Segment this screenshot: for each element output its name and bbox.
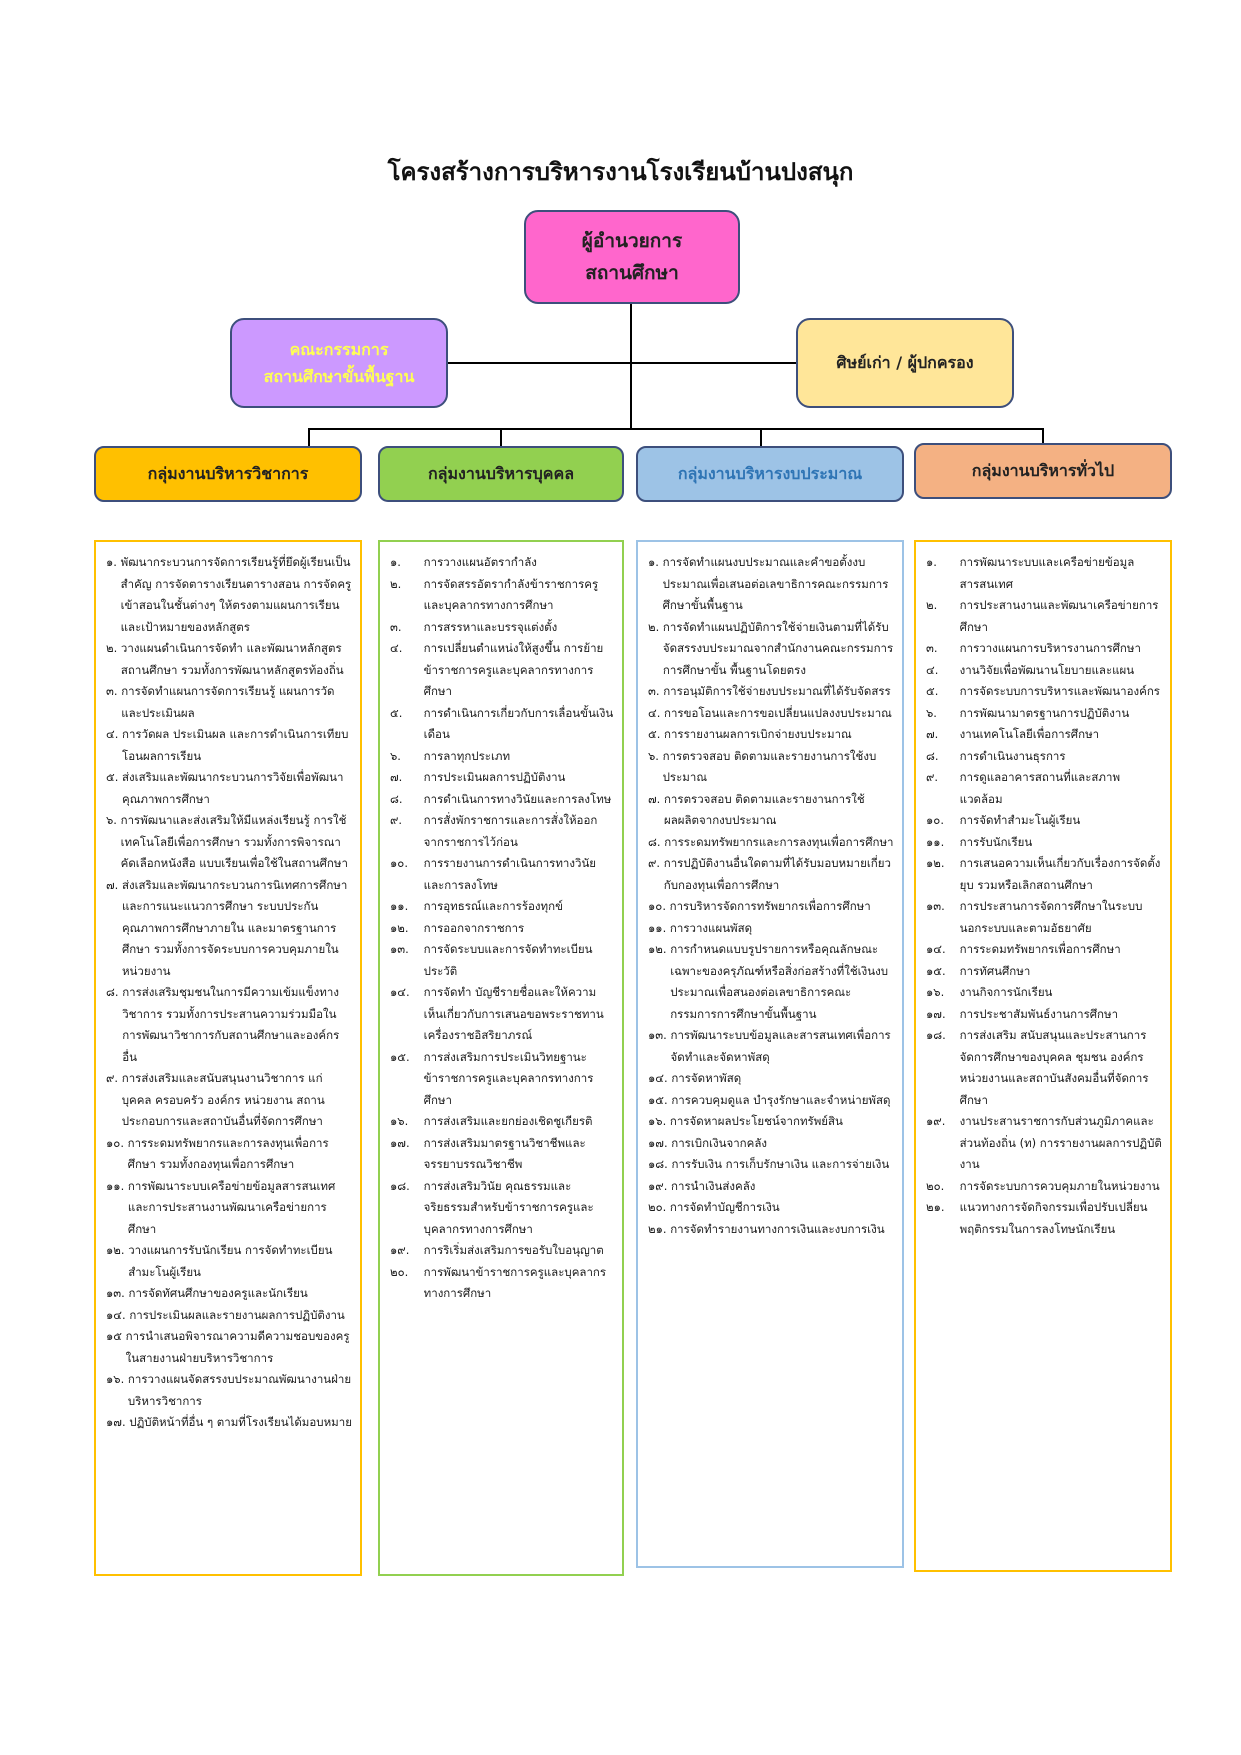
item-text: การพัฒนาข้าราชการครูและบุคลากรทางการศึกษา: [423, 1264, 607, 1300]
item-number: ๑๒.: [648, 942, 667, 956]
item-number: ๘.: [390, 791, 403, 806]
item-number: ๑๔.: [648, 1071, 668, 1085]
item-number: ๑๑.: [390, 899, 409, 913]
item-text: การพัฒนาระบบเครือข่ายข้อมูลสารสนเทศและการประสานงานพัฒนาเครือข่ายการศึกษา: [127, 1178, 336, 1236]
item-text: การระดมทรัพยากรและการลงทุนเพื่อการศึกษา: [664, 834, 894, 849]
item-text: การดำเนินงานธุรการ: [959, 748, 1066, 763]
director-line2: สถานศึกษา: [585, 262, 679, 284]
list-item: [926, 853, 1162, 896]
item-text: การรับนักเรียน: [959, 834, 1033, 849]
item-text: การประสานงานและพัฒนาเครือข่ายการศึกษา: [959, 598, 1159, 634]
item-text: การส่งเสริมและสนับสนุนงานวิชาการ แก่บุคคล ครอบครัว องค์กร หน่วยงาน สถานประกอบการและสถาบันอื่นที่จัดการศึกษา: [121, 1071, 325, 1128]
list-item: [106, 1412, 352, 1434]
item-number: ๑๓.: [926, 899, 945, 913]
item-text: การดูแลอาคารสถานที่และสภาพแวดล้อม: [959, 770, 1121, 806]
item-text: การจัดหาพัสดุ: [671, 1071, 742, 1085]
item-number: ๒.: [926, 598, 938, 612]
item-text: การดำเนินการทางวินัยและการลงโทษ: [423, 791, 612, 806]
connector-g1: [308, 428, 310, 446]
item-text: การลาทุกประเภท: [423, 748, 511, 763]
item-number: ๑๘.: [648, 1157, 668, 1171]
group-personnel-header: [378, 446, 624, 502]
item-text: วางแผนการรับนักเรียน การจัดทำทะเบียนสำมะโนผู้เรียน: [128, 1243, 333, 1279]
group-title: กลุ่มงานบริหารวิชาการ: [147, 464, 309, 484]
list-item: [648, 939, 894, 1025]
item-number: ๓.: [648, 684, 660, 698]
item-number: ๑๙.: [648, 1178, 668, 1193]
item-number: ๑๓.: [648, 1028, 667, 1042]
item-text: การเปลี่ยนตำแหน่งให้สูงขึ้น การย้ายข้าราชการครูและบุคลากรทางการศึกษา: [423, 641, 604, 698]
item-text: การอนุมัติการใช้จ่ายงบประมาณที่ได้รับจัดสรร: [663, 684, 891, 698]
list-item: [390, 552, 614, 574]
item-number: ๖.: [648, 748, 659, 763]
connector-board: [448, 362, 630, 364]
item-text: การจัดทำบัญชีการเงิน: [669, 1200, 780, 1214]
item-number: ๑๙.: [926, 1114, 946, 1128]
item-text: งานเทคโนโลยีเพื่อการศึกษา: [959, 727, 1100, 741]
list-item: [390, 746, 614, 768]
item-text: การสั่งพักราชการและการสั่งให้ออกจากราชการไว้ก่อน: [423, 813, 598, 849]
list-item: [926, 810, 1162, 832]
item-number: ๑๐.: [106, 1135, 124, 1150]
item-text: การรายงานผลการเบิกจ่ายงบประมาณ: [664, 727, 852, 741]
item-number: ๑๘.: [390, 1178, 410, 1193]
list-item: [390, 939, 614, 982]
item-number: ๘.: [106, 985, 119, 999]
item-text: การระดมทรัพยากรเพื่อการศึกษา: [959, 942, 1121, 956]
item-text: การนำเงินส่งคลัง: [671, 1178, 756, 1193]
item-text: การนำเสนอพิจารณาความดีความชอบของครูในสายงานฝ่ายบริหารวิชาการ: [125, 1329, 350, 1365]
list-item: [648, 681, 894, 703]
item-number: ๒๐.: [648, 1200, 667, 1214]
list-item: [648, 703, 894, 725]
connector-horizontal-bar: [308, 428, 1044, 430]
list-item: [106, 681, 352, 724]
item-text: พัฒนากระบวนการจัดการเรียนรู้ที่ยึดผู้เรียนเป็นสำคัญ การจัดตารางเรียนตารางสอน การจัดครูเข้าสอนในชั้นต่างๆ ให้ตรงตามแผนการเรียน และเป้าหมายของหลักสูตร: [120, 555, 352, 634]
item-text: ส่งเสริมและพัฒนากระบวนการวิจัยเพื่อพัฒนาคุณภาพการศึกษา: [122, 770, 344, 806]
list-item: [648, 1025, 894, 1068]
item-text: การส่งเสริมวินัย คุณธรรมและจริยธรรมสำหรับข้าราชการครูและบุคลากรทางการศึกษา: [423, 1178, 594, 1236]
item-number: ๑๗.: [926, 1006, 946, 1021]
item-number: ๑๖.: [926, 985, 945, 999]
item-number: ๑๕.: [926, 963, 946, 978]
item-text: การวางแผนการบริหารงานการศึกษา: [959, 641, 1141, 655]
item-text: การส่งเสริม สนับสนุนและประสานการจัดการศึกษาของบุคคล ชุมชน องค์กรหน่วยงานและสถาบันสังคมอื่นที่จัดการศึกษา: [959, 1028, 1149, 1107]
item-text: การพัฒนามาตรฐานการปฏิบัติงาน: [959, 705, 1130, 720]
group-academic-header: [94, 446, 362, 502]
list-item: [390, 1133, 614, 1176]
item-text: การรับเงิน การเก็บรักษาเงิน และการจ่ายเงิน: [671, 1157, 890, 1171]
board-node: [230, 318, 448, 408]
list-item: [106, 1133, 352, 1176]
item-number: ๕.: [926, 684, 939, 698]
list-item: [926, 746, 1162, 768]
list-item: [106, 1283, 352, 1305]
item-text: งานประสานราชการกับส่วนภูมิภาคและส่วนท้องถิ่น (ท) การรายงานผลการปฏิบัติงาน: [959, 1114, 1162, 1171]
item-text: การจัดทำแผนงบประมาณและคำขอตั้งงบประมาณเพื่อเสนอต่อเลขาธิการคณะกรรมการศึกษาขั้นพื้นฐาน: [662, 555, 889, 612]
item-number: ๙.: [390, 813, 403, 827]
list-item: [106, 1068, 352, 1133]
item-text: การกำหนดแบบรูปรายการหรือคุณลักษณะเฉพาะของครุภัณฑ์หรือสิ่งก่อสร้างที่ใช้เงินงบประมาณเพื่อสนองต่อเลขาธิการคณะกรรมการการศึกษาขั้นพื้นฐาน: [670, 942, 888, 1021]
list-item: [648, 1068, 894, 1090]
item-number: ๔.: [390, 641, 403, 655]
item-number: ๒.: [390, 576, 402, 591]
item-number: ๑๕: [106, 1329, 123, 1343]
item-text: การจัดทำแผนการจัดการเรียนรู้ แผนการวัดและประเมินผล: [121, 684, 335, 720]
item-text: การตรวจสอบ ติดตามและรายงานการใช้ผลผลิตจากงบประมาณ: [663, 791, 865, 827]
item-number: ๔.: [106, 727, 119, 741]
item-number: ๑๖.: [106, 1372, 125, 1386]
list-item: [390, 1262, 614, 1305]
item-text: การจัดทำรายงานทางการเงินและงบการเงิน: [670, 1221, 885, 1236]
item-text: การเสนอความเห็นเกี่ยวกับเรื่องการจัดตั้ง ยุบ รวมหรือเลิกสถานศึกษา: [959, 856, 1161, 892]
list-item: [648, 1090, 894, 1112]
board-line1: คณะกรรมการ: [289, 339, 389, 359]
list-item: [390, 789, 614, 811]
director-line1: ผู้อำนวยการ: [581, 229, 683, 252]
item-text: การจัดระบบการบริหารและพัฒนาองค์กร: [959, 684, 1160, 698]
item-text: การระดมทรัพยากรและการลงทุนเพื่อการศึกษา รวมทั้งกองทุนเพื่อการศึกษา: [127, 1135, 329, 1171]
item-number: ๖.: [926, 705, 937, 720]
item-number: ๑๐.: [648, 899, 666, 913]
item-text: การประสานการจัดการศึกษาในระบบ นอกระบบและตามอัธยาศัย: [959, 899, 1143, 935]
item-number: ๑.: [926, 555, 937, 569]
list-item: [926, 1176, 1162, 1198]
item-number: ๙.: [648, 856, 661, 870]
item-number: ๑๒.: [926, 856, 945, 870]
item-text: การวางแผนพัสดุ: [669, 920, 753, 935]
item-number: ๑.: [648, 555, 659, 569]
item-number: ๒๑.: [648, 1221, 667, 1236]
list-item: [648, 918, 894, 940]
list-item: [106, 767, 352, 810]
list-item: [390, 853, 614, 896]
item-number: ๑๑.: [926, 834, 945, 849]
list-item: [390, 574, 614, 617]
item-number: ๗.: [648, 791, 661, 806]
item-text: การวางแผนจัดสรรงบประมาณพัฒนางานฝ่ายบริหารวิชาการ: [127, 1372, 352, 1408]
list-item: [106, 638, 352, 681]
list-item: [926, 681, 1162, 703]
list-item: [926, 982, 1162, 1004]
item-text: การวัดผล ประเมินผล และการดำเนินการเทียบโอนผลการเรียน: [122, 727, 349, 763]
item-text: การสรรหาและบรรจุแต่งตั้ง: [423, 619, 558, 634]
item-text: งานกิจการนักเรียน: [959, 985, 1053, 999]
list-item: [648, 1219, 894, 1241]
director-node: [524, 210, 740, 304]
list-item: [926, 1197, 1162, 1240]
list-item: [648, 1154, 894, 1176]
list-item: [926, 638, 1162, 660]
alumni-parents-node: [796, 318, 1014, 408]
list-item: [648, 1111, 894, 1133]
list-item: [926, 961, 1162, 983]
item-number: ๑๒.: [390, 920, 409, 935]
item-text: การส่งเสริมชุมชนในการมีความเข้มแข็งทางวิชาการ รวมทั้งการประสานความร่วมมือในการพัฒนาวิชาการกับสถานศึกษาและองค์กรอื่น: [122, 985, 340, 1064]
item-text: การควบคุมดูแล บำรุงรักษาและจำหน่ายพัสดุ: [671, 1092, 891, 1107]
item-text: การส่งเสริมมาตรฐานวิชาชีพและจรรยาบรรณวิชาชีพ: [423, 1135, 586, 1171]
item-number: ๑๗.: [106, 1415, 126, 1429]
list-item: [648, 724, 894, 746]
item-text: การออกจากราชการ: [423, 920, 525, 935]
page-title: โครงสร้างการบริหารงานโรงเรียนบ้านปงสนุก: [387, 158, 854, 186]
list-item: [648, 896, 894, 918]
item-number: ๑๑.: [106, 1178, 125, 1193]
list-item: [648, 1133, 894, 1155]
item-text: การจัดระบบการควบคุมภายในหน่วยงาน: [959, 1178, 1160, 1193]
list-item: [390, 918, 614, 940]
list-item: [390, 1176, 614, 1241]
list-item: [390, 896, 614, 918]
item-number: ๒๐.: [926, 1178, 945, 1193]
item-text: การพัฒนาและส่งเสริมให้มีแหล่งเรียนรู้ การใช้เทคโนโลยีเพื่อการศึกษา รวมทั้งการพิจารณาคัดเลือกหนังสือ แบบเรียนเพื่อใช้ในสถานศึกษา: [120, 813, 348, 870]
list-item: [926, 724, 1162, 746]
list-item: [648, 1176, 894, 1198]
item-text: การบริหารจัดการทรัพยากรเพื่อการศึกษา: [669, 899, 871, 913]
general-duties-list: [914, 540, 1172, 1572]
board-line2: สถานศึกษาขั้นพื้นฐาน: [263, 367, 415, 386]
item-number: ๖.: [390, 748, 401, 763]
item-number: ๑๒.: [106, 1243, 125, 1257]
item-text: การรายงานการดำเนินการทางวินัยและการลงโทษ: [423, 856, 597, 892]
item-number: ๕.: [390, 705, 403, 720]
item-number: ๑๕.: [648, 1092, 668, 1107]
item-number: ๔.: [648, 705, 661, 720]
connector-g4: [1042, 428, 1044, 443]
connector-main-vertical: [630, 304, 632, 428]
list-item: [926, 939, 1162, 961]
list-item: [106, 1240, 352, 1283]
list-item: [106, 1326, 352, 1369]
item-text: การพัฒนาระบบและเครือข่ายข้อมูลสารสนเทศ: [959, 555, 1135, 591]
item-text: การจัดสรรอัตรากำลังข้าราชการครูและบุคลากรทางการศึกษา: [423, 576, 599, 612]
item-text: แนวทางการจัดกิจกรรมเพื่อปรับเปลี่ยนพฤติกรรมในการลงโทษนักเรียน: [959, 1200, 1148, 1236]
item-text: การอุทธรณ์และการร้องทุกข์: [423, 899, 563, 913]
item-text: การทัศนศึกษา: [959, 963, 1031, 978]
item-number: ๑๘.: [926, 1028, 946, 1042]
budget-duties-list: [636, 540, 904, 1568]
item-text: การพัฒนาระบบข้อมูลและสารสนเทศเพื่อการจัดทำและจัดหาพัสดุ: [670, 1028, 891, 1064]
item-text: การส่งเสริมและยกย่องเชิดชูเกียรติ: [423, 1114, 593, 1128]
item-text: ปฏิบัติหน้าที่อื่น ๆ ตามที่โรงเรียนได้มอบหมาย: [129, 1415, 352, 1429]
list-item: [926, 896, 1162, 939]
list-item: [106, 875, 352, 983]
item-text: การจัดทัศนศึกษาของครูและนักเรียน: [128, 1286, 308, 1300]
item-number: ๑๔.: [926, 942, 946, 956]
list-item: [926, 767, 1162, 810]
item-text: การวางแผนอัตรากำลัง: [423, 555, 537, 569]
item-number: ๕.: [648, 727, 661, 741]
item-number: ๘.: [926, 748, 939, 763]
list-item: [648, 746, 894, 789]
item-number: ๔.: [926, 662, 939, 677]
item-text: การเบิกเงินจากคลัง: [671, 1135, 767, 1150]
connector-alumni: [632, 362, 796, 364]
item-number: ๑๖.: [648, 1114, 667, 1128]
list-item: [390, 810, 614, 853]
item-number: ๑๑.: [648, 920, 667, 935]
list-item: [648, 832, 894, 854]
connector-g3: [760, 428, 762, 446]
list-item: [648, 1197, 894, 1219]
list-item: [106, 1369, 352, 1412]
item-text: การส่งเสริมการประเมินวิทยฐานะข้าราชการครูและบุคลากรทางการศึกษา: [423, 1049, 594, 1107]
list-item: [926, 552, 1162, 595]
list-item: [390, 1047, 614, 1112]
list-item: [106, 724, 352, 767]
item-number: ๗.: [390, 770, 403, 784]
group-title: กลุ่มงานบริหารบุคคล: [427, 464, 574, 484]
item-text: การขอโอนและการขอเปลี่ยนแปลงงบประมาณ: [664, 705, 892, 720]
list-item: [390, 617, 614, 639]
academic-duties-list: [94, 540, 362, 1576]
item-number: ๙.: [926, 770, 939, 784]
group-general-header: [914, 443, 1172, 499]
list-item: [390, 1111, 614, 1133]
item-text: การจัดทำแผนปฏิบัติการใช้จ่ายเงินตามที่ได้รับจัดสรรงบประมาณจากสำนักงานคณะกรรมการการศึกษาขั้น พื้นฐานโดยตรง: [662, 619, 894, 677]
list-item: [926, 660, 1162, 682]
item-number: ๓.: [106, 684, 118, 698]
list-item: [926, 1111, 1162, 1176]
item-text: การดำเนินการเกี่ยวกับการเลื่อนขั้นเงินเดือน: [423, 705, 614, 741]
list-item: [926, 1025, 1162, 1111]
item-text: ส่งเสริมและพัฒนากระบวนการนิเทศการศึกษา และการแนะแนวการศึกษา ระบบประกันคุณภาพการศึกษาภายใน และมาตรฐานการศึกษา รวมทั้งการจัดระบบการควบคุมภายในหน่วยงาน: [121, 877, 348, 978]
item-number: ๓.: [390, 619, 402, 634]
item-text: วางแผนดำเนินการจัดทำ และพัฒนาหลักสูตรสถานศึกษา รวมทั้งการพัฒนาหลักสูตรท้องถิ่น: [120, 641, 344, 677]
item-number: ๑๐.: [926, 813, 944, 827]
item-text: การปฏิบัติงานอื่นใดตามที่ได้รับมอบหมายเกี่ยวกับกองทุนเพื่อการศึกษา: [663, 856, 891, 892]
list-item: [106, 982, 352, 1068]
item-text: การตรวจสอบ ติดตามและรายงานการใช้งบประมาณ: [662, 748, 877, 784]
group-title: กลุ่มงานบริหารทั่วไป: [971, 461, 1115, 481]
list-item: [390, 638, 614, 703]
item-number: ๒๐.: [390, 1264, 409, 1279]
list-item: [648, 552, 894, 617]
item-number: ๑๓.: [390, 942, 409, 956]
item-number: ๒.: [106, 641, 118, 655]
item-number: ๕.: [106, 770, 119, 784]
item-text: การประชาสัมพันธ์งานการศึกษา: [959, 1006, 1119, 1021]
alumni-label: ศิษย์เก่า / ผู้ปกครอง: [836, 353, 974, 373]
item-number: ๗.: [106, 877, 119, 892]
item-number: ๒๑.: [926, 1200, 945, 1214]
list-item: [390, 703, 614, 746]
list-item: [106, 1176, 352, 1241]
item-text: การริเริ่มส่งเสริมการขอรับใบอนุญาต: [423, 1243, 604, 1257]
list-item: [926, 595, 1162, 638]
item-number: ๑๖.: [390, 1114, 409, 1128]
item-text: การจัดหาผลประโยชน์จากทรัพย์สิน: [669, 1114, 843, 1128]
item-number: ๗.: [926, 727, 939, 741]
list-item: [390, 767, 614, 789]
item-text: การประเมินผลการปฏิบัติงาน: [423, 770, 566, 784]
list-item: [648, 617, 894, 682]
item-number: ๑๐.: [390, 856, 408, 870]
list-item: [390, 1240, 614, 1262]
item-number: ๑๙.: [390, 1243, 410, 1257]
group-title: กลุ่มงานบริหารงบประมาณ: [677, 464, 863, 484]
item-number: ๑๕.: [390, 1049, 410, 1064]
list-item: [926, 1004, 1162, 1026]
item-number: ๑๔.: [390, 985, 410, 999]
item-number: ๑.: [106, 555, 117, 569]
item-number: ๑๔.: [106, 1307, 126, 1322]
group-budget-header: [636, 446, 904, 502]
list-item: [106, 810, 352, 875]
list-item: [926, 832, 1162, 854]
item-number: ๘.: [648, 834, 661, 849]
list-item: [106, 552, 352, 638]
item-number: ๓.: [926, 641, 938, 655]
item-text: การประเมินผลและรายงานผลการปฏิบัติงาน: [129, 1307, 345, 1322]
item-text: การจัดทำสำมะโนผู้เรียน: [959, 813, 1081, 827]
list-item: [648, 853, 894, 896]
item-text: งานวิจัยเพื่อพัฒนานโยบายและแผน: [959, 662, 1135, 677]
item-number: ๑.: [390, 555, 401, 569]
item-text: การจัดทำ บัญชีรายชื่อและให้ความเห็นเกี่ยวกับการเสนอขอพระราชทานเครื่องราชอิสริยาภรณ์: [423, 985, 604, 1042]
connector-g2: [500, 428, 502, 446]
item-text: การจัดระบบและการจัดทำทะเบียนประวัติ: [423, 942, 593, 978]
item-number: ๑๗.: [390, 1135, 410, 1150]
item-number: ๑๓.: [106, 1286, 125, 1300]
item-number: ๒.: [648, 619, 660, 634]
list-item: [106, 1305, 352, 1327]
item-number: ๙.: [106, 1071, 119, 1085]
list-item: [390, 982, 614, 1047]
list-item: [648, 789, 894, 832]
personnel-duties-list: [378, 540, 624, 1576]
item-number: ๖.: [106, 813, 117, 827]
list-item: [926, 703, 1162, 725]
item-number: ๑๗.: [648, 1135, 668, 1150]
